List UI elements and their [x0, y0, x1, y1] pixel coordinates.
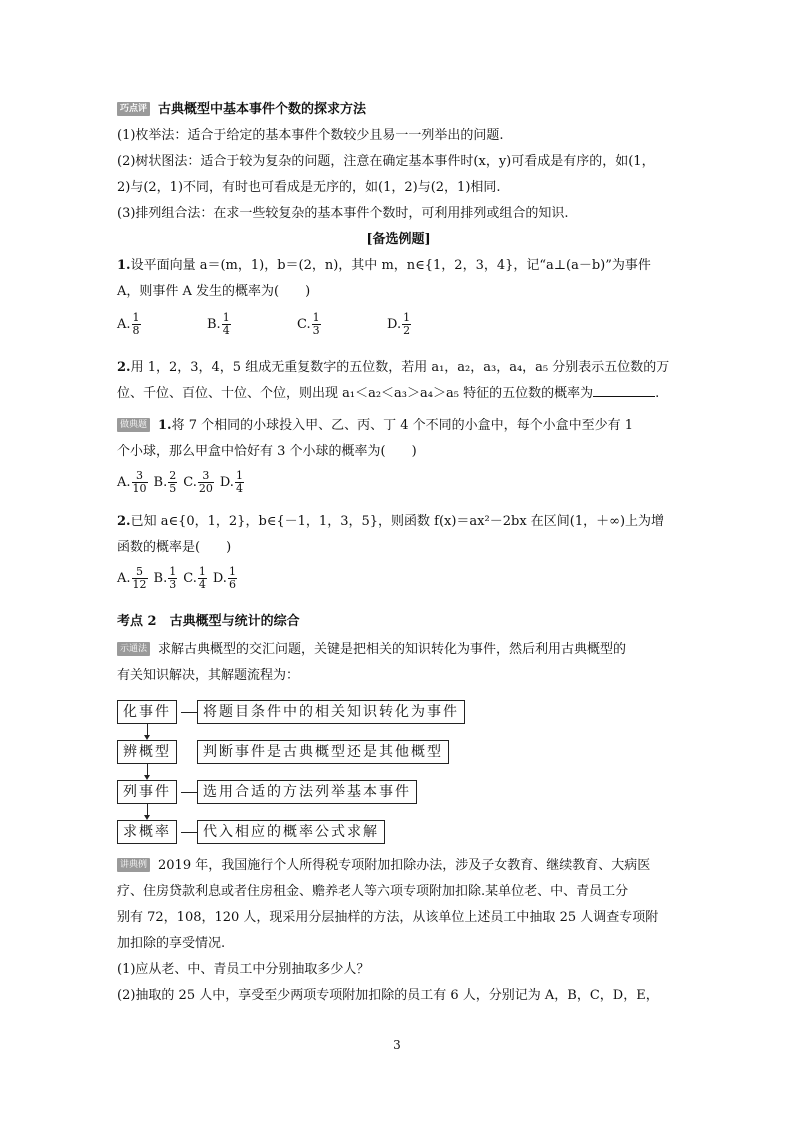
example-tag: 讲典例 [117, 858, 150, 872]
answer-blank [593, 384, 655, 397]
flow-connector-4 [181, 832, 197, 833]
practice-tag: 做典题 [117, 418, 150, 432]
practice-q1-number: 1. [158, 418, 172, 433]
flow-connector-1 [181, 712, 197, 713]
example-text-1: 2019 年，我国施行个人所得税专项附加扣除办法，涉及子女教育、继续教育、大病医 [158, 858, 651, 873]
practice-q2-text-1: 已知 a∈{0，1，2}，b∈{－1，1，3，5}，则函数 f(x)＝ax²－2bx 在区间(1，＋∞)上为增 [130, 514, 665, 529]
example-line-1 [117, 856, 650, 876]
practice-q2-line-1 [117, 512, 664, 532]
practice-q2-line-2: 函数的概率是( ) [117, 540, 232, 555]
practice-q1-line-1 [117, 416, 633, 436]
tips-line-4: (3)排列组合法：在求一些较复杂的基本事件个数时，可利用排列或组合的知识. [117, 206, 569, 221]
section-title: 考点 2 古典概型与统计的综合 [117, 614, 300, 629]
practice-q1-option-d: D. $\frac{1}{4}$ [219, 469, 243, 495]
page-number: 3 [393, 1038, 401, 1052]
example-line-2: 疗、住房贷款利息或者住房租金、赡养老人等六项专项附加扣除.某单位老、中、青员工分 [117, 884, 629, 899]
backup-q2-line-1 [117, 358, 669, 378]
practice-q1-options [117, 470, 244, 496]
flow-arrow-2 [147, 764, 148, 776]
flow-arrow-3 [147, 804, 148, 816]
backup-heading: [备选例题] [366, 232, 431, 247]
practice-q1-option-c: C. $\frac{3}{20}$ [183, 469, 213, 495]
flow-connector-3 [181, 792, 197, 793]
example-line-3: 别有 72，108，120 人，现采用分层抽样的方法，从该单位上述员工中抽取 25 人调查专项附 [117, 910, 659, 925]
flow-step-1-box: 化事件 [117, 700, 177, 724]
tips-line-2: (2)树状图法：适合于较为复杂的问题，注意在确定基本事件时(x，y)可看成是有序的，如(1， [117, 154, 655, 169]
flow-step-3-box: 列事件 [117, 780, 177, 804]
flow-step-2-box: 辨概型 [117, 740, 177, 764]
flow-step-2-desc: 判断事件是古典概型还是其他概型 [197, 740, 449, 764]
practice-q1-option-b: B. $\frac{2}{5}$ [153, 469, 177, 495]
practice-q2-number: 2. [117, 514, 131, 529]
section-line-1 [117, 640, 626, 660]
practice-q2-options [117, 566, 237, 592]
example-line-4: 加扣除的享受情况. [117, 936, 226, 951]
practice-q1-line-2: 个小球，那么甲盒中恰好有 3 个小球的概率为( ) [117, 444, 417, 459]
example-question-1: (1)应从老、中、青员工中分别抽取多少人？ [117, 962, 370, 977]
backup-q2-text-1: 用 1，2，3，4，5 组成无重复数字的五位数，若用 a₁，a₂，a₃，a₄，a₅ 分别表示五位数的万 [130, 360, 670, 375]
backup-q1-line-1 [117, 256, 651, 276]
example-question-2: (2)抽取的 25 人中，享受至少两项专项附加扣除的员工有 6 人，分别记为 A，B，C，D，E， [117, 988, 659, 1003]
practice-q2-option-b: B. $\frac{1}{3}$ [153, 565, 177, 591]
flow-step-3-desc: 选用合适的方法列举基本事件 [197, 780, 417, 804]
tips-line-1: (1)枚举法：适合于给定的基本事件个数较少且易一一列举出的问题. [117, 128, 504, 143]
backup-q2-number: 2. [117, 360, 131, 375]
practice-q1-option-a: A. $\frac{3}{10}$ [117, 469, 147, 495]
section-text-1: 求解古典概型的交汇问题，关键是把相关的知识转化为事件，然后利用古典概型的 [158, 642, 627, 657]
backup-q1-option-a: A. $\frac{1}{8}$ [117, 311, 140, 337]
flow-arrow-1 [147, 724, 148, 736]
backup-q1-number: 1. [117, 258, 131, 273]
section-line-2: 有关知识解决，其解题流程为： [117, 668, 300, 683]
backup-q1-options [117, 312, 411, 338]
practice-q2-option-c: C. $\frac{1}{4}$ [183, 565, 206, 591]
backup-q2-line-2: 位、千位、百位、十位、个位，则出现 a₁＜a₂＜a₃＞a₄＞a₅ 特征的五位数的概率为 . [117, 386, 660, 401]
backup-q2-text-2: 位、千位、百位、十位、个位，则出现 a₁＜a₂＜a₃＞a₄＞a₅ 特征的五位数的概率为 [117, 386, 594, 401]
backup-q1-line-2: A，则事件 A 发生的概率为( ) [117, 284, 311, 299]
flow-step-4-box: 求概率 [117, 820, 177, 844]
tips-line-3: 2)与(2，1)不同，有时也可看成是无序的，如(1，2)与(2，1)相同. [117, 180, 501, 195]
practice-q1-text-1: 将 7 个相同的小球投入甲、乙、丙、丁 4 个不同的小盒中，每个小盒中至少有 1 [171, 418, 634, 433]
backup-q1-option-d: D. $\frac{1}{2}$ [387, 311, 411, 337]
flow-step-1-desc: 将题目条件中的相关知识转化为事件 [197, 700, 465, 724]
flow-step-4-desc: 代入相应的概率公式求解 [197, 820, 385, 844]
practice-q2-option-d: D. $\frac{1}{6}$ [212, 565, 236, 591]
backup-q1-option-c: C. $\frac{1}{3}$ [297, 311, 320, 337]
method-tag: 示通法 [117, 642, 150, 656]
tips-tag: 巧点评 [117, 102, 150, 116]
tips-heading [117, 100, 366, 120]
backup-q1-option-b: B. $\frac{1}{4}$ [207, 311, 230, 337]
practice-q2-option-a: A. $\frac{5}{12}$ [117, 565, 147, 591]
backup-q1-text-1: 设平面向量 a＝(m，1)，b＝(2，n)，其中 m，n∈{1，2，3，4}，记“a⊥(a－b)”为事件 [130, 258, 651, 273]
tips-title: 古典概型中基本事件个数的探求方法 [158, 102, 367, 117]
